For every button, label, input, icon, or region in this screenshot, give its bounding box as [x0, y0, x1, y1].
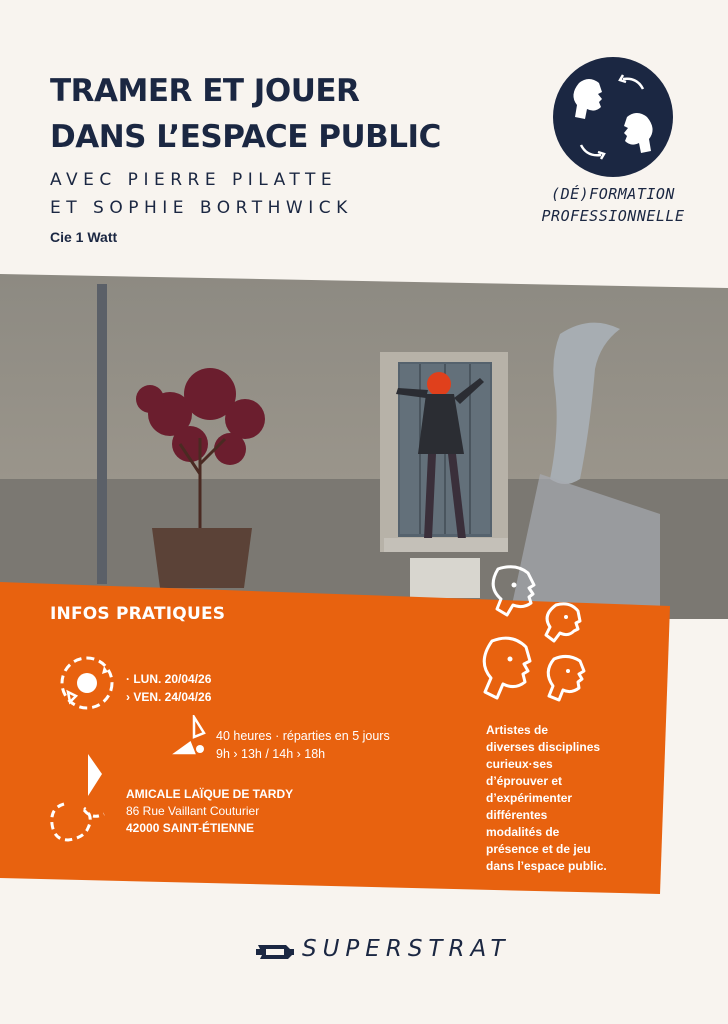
- logo-line-1: (DÉ)FORMATION: [551, 185, 675, 203]
- audience-line-9: dans l’espace public.: [486, 859, 607, 873]
- brand-name: SUPERSTRAT: [302, 936, 511, 962]
- infos-title: INFOS PRATIQUES: [50, 604, 226, 624]
- company-name: Cie 1 Watt: [50, 229, 118, 245]
- address: [126, 786, 293, 837]
- date-start: · LUN. 20/04/26: [126, 672, 212, 686]
- faces-group-icon: [478, 563, 598, 711]
- audience-line-7: modalités de: [486, 825, 560, 839]
- audience-line-1: Artistes de: [486, 723, 549, 737]
- hourglass-icon: [172, 715, 212, 759]
- audience-line-4: d’éprouver et: [486, 774, 563, 788]
- logo-line-2: PROFESSIONNELLE: [541, 207, 685, 225]
- title-line-1: TRAMER ET JOUER: [50, 73, 360, 109]
- street-address: 86 Rue Vaillant Couturier: [126, 804, 260, 818]
- duration-text: 40 heures · réparties en 5 jours: [216, 729, 390, 743]
- audience-line-6: différentes: [486, 808, 548, 822]
- calendar-sun-icon: [56, 652, 118, 714]
- city: 42000 SAINT-ÉTIENNE: [126, 821, 255, 835]
- audience-line-3: curieux·ses: [486, 757, 553, 771]
- title-line-2: DANS L’ESPACE PUBLIC: [50, 119, 441, 155]
- venue-name: AMICALE LAÏQUE DE TARDY: [126, 787, 294, 801]
- speakers: [50, 166, 353, 222]
- street-performance-photo: [0, 274, 728, 619]
- date-end: › VEN. 24/04/26: [126, 690, 212, 704]
- schedule-text: 9h › 13h / 14h › 18h: [216, 747, 326, 761]
- location-pin-icon: [44, 752, 116, 846]
- page-title: [50, 68, 441, 160]
- audience-line-8: présence et de jeu: [486, 842, 591, 856]
- speakers-line-1: AVEC PIERRE PILATTE: [50, 170, 338, 190]
- hours: [216, 727, 390, 763]
- speakers-line-2: ET SOPHIE BORTHWICK: [50, 198, 353, 218]
- target-audience: [486, 722, 636, 875]
- logo-text: [528, 183, 698, 227]
- audience-line-5: d’expérimenter: [486, 791, 573, 805]
- audience-line-2: diverses disciplines: [486, 740, 601, 754]
- faces-exchange-icon: [553, 57, 673, 177]
- dates: [126, 670, 211, 706]
